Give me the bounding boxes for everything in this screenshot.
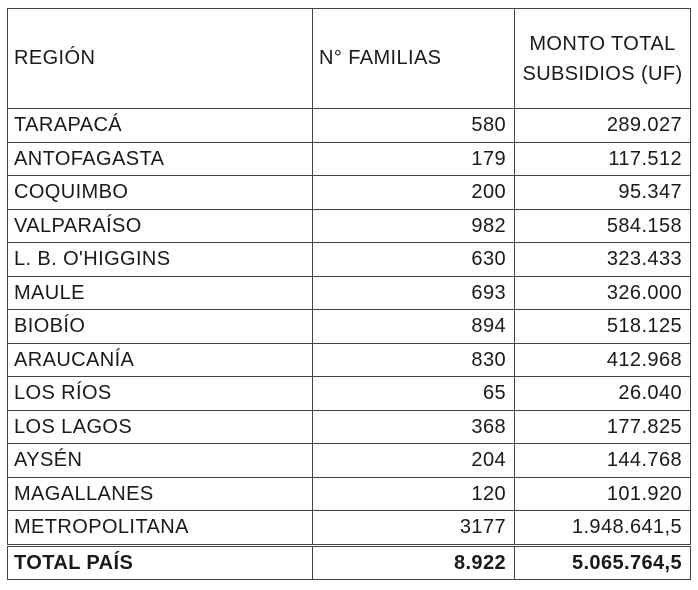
table-row: [8, 310, 691, 344]
monto-cell: 117.512: [515, 142, 691, 176]
table-row: [8, 243, 691, 277]
table-header: [8, 9, 691, 109]
table-row: [8, 109, 691, 143]
monto-cell: 289.027: [515, 109, 691, 143]
table-row: [8, 276, 691, 310]
familias-cell: 368: [313, 410, 515, 444]
table-row: [8, 377, 691, 411]
region-cell: MAULE: [8, 276, 313, 310]
familias-cell: 179: [313, 142, 515, 176]
region-cell: COQUIMBO: [8, 176, 313, 210]
region-cell: METROPOLITANA: [8, 511, 313, 546]
header-region: REGIÓN: [8, 9, 313, 109]
region-cell: L. B. O'HIGGINS: [8, 243, 313, 277]
familias-cell: 830: [313, 343, 515, 377]
table-row: [8, 477, 691, 511]
region-cell: LOS LAGOS: [8, 410, 313, 444]
table-row: [8, 209, 691, 243]
familias-cell: 580: [313, 109, 515, 143]
region-cell: LOS RÍOS: [8, 377, 313, 411]
monto-cell: 101.920: [515, 477, 691, 511]
header-monto-line1: MONTO TOTAL: [529, 32, 676, 55]
monto-cell: 584.158: [515, 209, 691, 243]
table-row: [8, 410, 691, 444]
familias-cell: 204: [313, 444, 515, 478]
table-row: [8, 444, 691, 478]
table-body: [8, 109, 691, 580]
monto-cell: 1.948.641,5: [515, 511, 691, 546]
total-monto: 5.065.764,5: [515, 545, 691, 579]
familias-cell: 3177: [313, 511, 515, 546]
table-row: [8, 142, 691, 176]
total-row: [8, 545, 691, 579]
table-row: [8, 343, 691, 377]
table-row: [8, 511, 691, 546]
monto-cell: 177.825: [515, 410, 691, 444]
familias-cell: 630: [313, 243, 515, 277]
subsidy-table: [7, 8, 691, 580]
monto-cell: 95.347: [515, 176, 691, 210]
monto-cell: 326.000: [515, 276, 691, 310]
region-cell: AYSÉN: [8, 444, 313, 478]
region-cell: BIOBÍO: [8, 310, 313, 344]
familias-cell: 65: [313, 377, 515, 411]
header-monto: [515, 9, 691, 109]
monto-cell: 26.040: [515, 377, 691, 411]
total-familias: 8.922: [313, 545, 515, 579]
familias-cell: 120: [313, 477, 515, 511]
header-row: [8, 9, 691, 109]
familias-cell: 693: [313, 276, 515, 310]
monto-cell: 323.433: [515, 243, 691, 277]
familias-cell: 982: [313, 209, 515, 243]
familias-cell: 894: [313, 310, 515, 344]
table-row: [8, 176, 691, 210]
monto-cell: 144.768: [515, 444, 691, 478]
monto-cell: 518.125: [515, 310, 691, 344]
header-monto-line2: SUBSIDIOS (UF): [522, 62, 683, 85]
header-familias: N° FAMILIAS: [313, 9, 515, 109]
region-cell: VALPARAÍSO: [8, 209, 313, 243]
monto-cell: 412.968: [515, 343, 691, 377]
region-cell: ANTOFAGASTA: [8, 142, 313, 176]
region-cell: ARAUCANÍA: [8, 343, 313, 377]
total-label: TOTAL PAÍS: [8, 545, 313, 579]
region-cell: TARAPACÁ: [8, 109, 313, 143]
familias-cell: 200: [313, 176, 515, 210]
region-cell: MAGALLANES: [8, 477, 313, 511]
